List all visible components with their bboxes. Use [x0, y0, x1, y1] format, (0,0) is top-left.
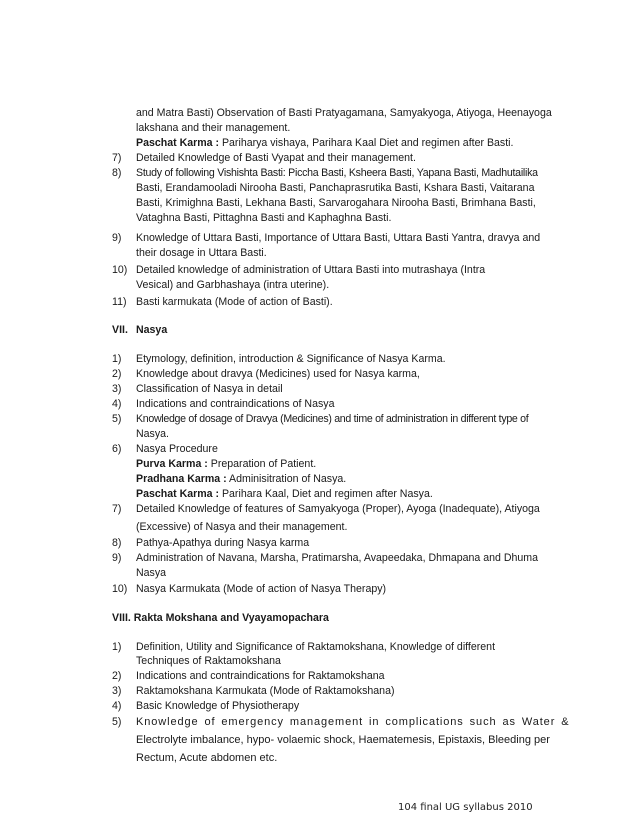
rakta-item-5-line-2: Electrolyte imbalance, hypo- volaemic shock, Haematemesis, Epistaxis, Bleeding per [136, 734, 550, 746]
item-number: 2) [112, 368, 122, 380]
rakta-item-1-line-1: Definition, Utility and Significance of Raktamokshana, Knowledge of different [136, 641, 496, 653]
pradhana-karma-text: Adminisitration of Nasya. [226, 473, 347, 485]
purva-karma-label: Purva Karma : [136, 458, 208, 470]
item-number: 3) [112, 383, 122, 395]
nasya-item-7-line-1: Detailed Knowledge of features of Samyakyoga (Proper), Ayoga (Inadequate), Atiyoga [136, 503, 540, 515]
rakta-item-3: Raktamokshana Karmukata (Mode of Raktamokshana) [136, 685, 395, 697]
section-roman-vii: VII. [112, 324, 128, 336]
basti-item-8-line-2: Basti, Erandamooladi Nirooha Basti, Panchaprasrutika Basti, Kshara Basti, Vaitarana [136, 182, 535, 194]
item-number: 5) [112, 413, 122, 425]
section-title-rakta-mokshana: VIII. Rakta Mokshana and Vyayamopachara [112, 612, 329, 624]
nasya-item-3: Classification of Nasya in detail [136, 383, 283, 395]
nasya-item-5-line-2: Nasya. [136, 428, 169, 440]
basti-item-10-line-1: Detailed knowledge of administration of Uttara Basti into mutrashaya (Intra [136, 264, 486, 276]
basti-item-9-line-1: Knowledge of Uttara Basti, Importance of Uttara Basti, Uttara Basti Yantra, dravya and [136, 232, 541, 244]
item-number: 8) [112, 167, 122, 179]
nasya-item-6: Nasya Procedure [136, 443, 218, 455]
basti-item-8-line-4: Vataghna Basti, Pittaghna Basti and Kaphaghna Basti. [136, 212, 392, 224]
nasya-item-9-line-1: Administration of Navana, Marsha, Pratimarsha, Avapeedaka, Dhmapana and Dhuma [136, 552, 538, 564]
item-number: 5) [112, 716, 122, 728]
item-number: 4) [112, 700, 122, 712]
rakta-item-4: Basic Knowledge of Physiotherapy [136, 700, 300, 712]
paschat-karma-label: Paschat Karma : [136, 137, 220, 149]
paschat-karma-basti [136, 137, 513, 150]
item-number: 7) [112, 152, 122, 164]
item-number: 9) [112, 232, 122, 244]
nasya-item-2: Knowledge about dravya (Medicines) used for Nasya karma, [136, 368, 420, 380]
item-number: 2) [112, 670, 122, 682]
purva-karma-line [136, 458, 316, 471]
basti-continued-line-2: lakshana and their management. [136, 122, 291, 134]
nasya-item-8: Pathya-Apathya during Nasya karma [136, 537, 310, 549]
pradhana-karma-line [136, 473, 346, 486]
item-number: 9) [112, 552, 122, 564]
basti-item-10-line-2: Vesical) and Garbhashaya (intra uterine). [136, 279, 330, 291]
nasya-item-5-line-1: Knowledge of dosage of Dravya (Medicines) and time of administration in different type of [136, 413, 529, 425]
nasya-item-4: Indications and contraindications of Nasya [136, 398, 335, 410]
purva-karma-text: Preparation of Patient. [207, 458, 317, 470]
rakta-item-5-line-1: Knowledge of emergency management in complications such as Water & [136, 716, 570, 728]
paschat-karma-nasya-text: Parihara Kaal, Diet and regimen after Nasya. [219, 488, 433, 500]
nasya-item-10: Nasya Karmukata (Mode of action of Nasya Therapy) [136, 583, 387, 595]
basti-item-7: Detailed Knowledge of Basti Vyapat and their management. [136, 152, 416, 164]
basti-item-8-line-3: Basti, Krimighna Basti, Lekhana Basti, Sarvarogahara Nirooha Basti, Brimhana Basti, [136, 197, 536, 209]
item-number: 1) [112, 641, 122, 653]
item-number: 4) [112, 398, 122, 410]
item-number: 3) [112, 685, 122, 697]
basti-item-11: Basti karmukata (Mode of action of Basti). [136, 296, 333, 308]
nasya-item-9-line-2: Nasya [136, 567, 167, 579]
item-number: 6) [112, 443, 122, 455]
page-footer: 104 final UG syllabus 2010 [398, 802, 533, 813]
item-number: 10) [112, 264, 128, 276]
paschat-karma-nasya-label: Paschat Karma : [136, 488, 220, 500]
nasya-item-1: Etymology, definition, introduction & Significance of Nasya Karma. [136, 353, 446, 365]
basti-item-9-line-2: their dosage in Uttara Basti. [136, 247, 267, 259]
rakta-item-1-line-2: Techniques of Raktamokshana [136, 655, 281, 667]
item-number: 1) [112, 353, 122, 365]
paschat-karma-text: Pariharya vishaya, Parihara Kaal Diet and regimen after Basti. [219, 137, 514, 149]
item-number: 10) [112, 583, 128, 595]
paschat-karma-nasya-line [136, 488, 433, 501]
item-number: 8) [112, 537, 122, 549]
nasya-item-7-line-2: (Excessive) of Nasya and their management. [136, 521, 348, 533]
rakta-item-5-line-3: Rectum, Acute abdomen etc. [136, 752, 278, 764]
rakta-item-2: Indications and contraindications for Raktamokshana [136, 670, 385, 682]
section-title-nasya: Nasya [136, 324, 168, 336]
item-number: 7) [112, 503, 122, 515]
pradhana-karma-label: Pradhana Karma : [136, 473, 227, 485]
item-number: 11) [112, 296, 127, 308]
basti-continued-line-1: and Matra Basti) Observation of Basti Pratyagamana, Samyakyoga, Atiyoga, Heenayoga [136, 107, 552, 119]
basti-item-8-line-1: Study of following Vishishta Basti: Piccha Basti, Ksheera Basti, Yapana Basti, Madhutailika [136, 167, 538, 179]
